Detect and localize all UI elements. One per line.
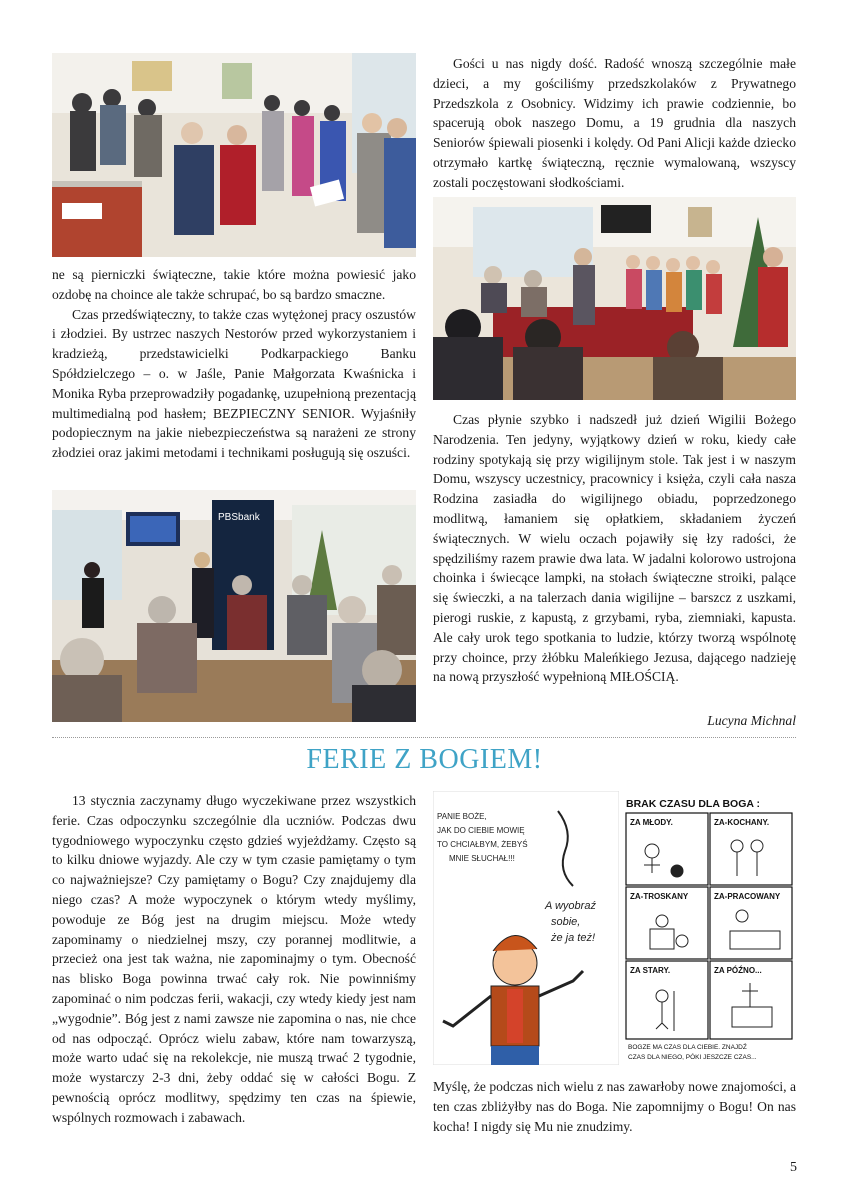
paragraph: Czas przedświąteczny, to także czas wytężonej pracy oszustów i złodziei. By ustrzec naszych Nestorów przed wykorzystaniem i kradzieżą, przedstawicielki Podkarpackiego Banku Spółdzielczego – o. w Jaśle, Panie Małgorzata Kwaśnicka i Monika Ryba przeprowadziły pogadankę, uzupełnioną prezentacją multimedialną pod hasłem; BEZPIECZNY SENIOR. Wyjaśniły podopiecznym na jakie niebezpieczeństwa są narażeni ze strony złodziei oraz jakimi metodami i technikami posługują się oszuści. — [52, 306, 416, 461]
paragraph: Myślę, że podczas nich wielu z nas zawarłoby nowe znajomości, a ten czas zbliżyłby nas do Boga. Nie zapomnijmy o Bogu! On nas kocha! I nigdy się Mu nie znudzimy. — [433, 1079, 796, 1134]
speech-line: JAK DO CIEBIE MOWIĘ — [437, 826, 525, 835]
panel-label: ZA MŁODY. — [630, 818, 673, 827]
photo-seniors-group — [52, 53, 416, 257]
panel-label: ZA PÓŹNO... — [714, 966, 762, 975]
speech-line: MNIE SŁUCHAŁ!!! — [449, 854, 515, 863]
article2-title: FERIE Z BOGIEM! — [306, 744, 543, 775]
paragraph: Gości u nas nigdy dość. Radość wnoszą szczególnie małe dzieci, a my gościliśmy przedszkolaków z Prywatnego Przedszkola z Osobnicy. Widzimy ich prawie codziennie, bo spacerują obok naszego Domu, a 19 grudnia dla naszych Seniorów śpiewali piosenki i kolędy. Od Pani Alicji każde dziecko otrzymało kartkę świąteczną, ręcznie wymalowaną, wszyscy zostali poczęstowani słodkościami. — [433, 56, 796, 190]
cartoon-boy-prayer — [433, 791, 619, 1065]
bank-logo-text: PBSbank — [218, 512, 260, 523]
panel-label: ZA-PRACOWANY — [714, 892, 781, 901]
paragraph: 13 stycznia zaczynamy długo wyczekiwane przez wszystkich ferie. Czas odpoczynku szczególnie dla uczniów. Podczas dwu tygodniowego wypoczynku często gdzieś wyjeżdżamy. Często są to kilku dniowe wyjazdy. Ale czy w tym czasie pamiętamy o tym co najważniejsze? Czy pamiętamy o Bogu? Czy znajdujemy dla niego czas? A może wypoczynek o którym wtedy myślimy, powoduje ze Bóg jest na drugim miejscu. Może wtedy zapominamy o niedzielnej mszy, czy porannej modlitwie, a przecież ona jest tak ważna, nie zapominajmy o tym. Obecność nas blisko Boga powinna trwać cały rok. Nie powinniśmy zapominać o nim podczas ferii, wakacji, czy wtedy kiedy jest nam „wygodnie”. Bóg jest z nami zawsze nie zapomina o nas, nie chce od nas odpocząć. Oprócz wielu zabaw, które nam towarzyszą, może warto udać się na rekolekcje, nie muszą trwać 2 tygodnie, może wystarczy 2-3 dni, żeby oddać się w całości Bogu. Z pewnością oprócz modlitwy, spędzimy ten czas na śpiewie, wspólnych rozmowach i zabawach. — [52, 793, 416, 1125]
reply-line: sobie, — [551, 916, 581, 928]
photo-bank-presentation — [52, 490, 416, 722]
photo-preschool-visit — [433, 197, 796, 400]
reply-line: że ja też! — [551, 932, 596, 944]
cartoon-title: BRAK CZASU DLA BOGA : — [626, 798, 760, 810]
speech-line: PANIE BOŻE, — [437, 812, 487, 821]
cartoon-caption: CZAS DLA NIEGO, PÓKI JESZCZE CZAS... — [628, 1054, 757, 1061]
cartoon-caption: BOGZE MA CZAS DLA CIEBIE. ZNAJDŹ — [628, 1044, 747, 1051]
article1-col2-text-top — [433, 54, 796, 193]
cartoon-no-time-for-god — [622, 791, 796, 1065]
paragraph: Czas płynie szybko i nadszedł już dzień Wigilii Bożego Narodzenia. Ten jedyny, wyjątkowy dzień w roku, kiedy całe rodziny spotykają się przy wigilijnym stole. Tak jest i w naszym Domu, wszyscy uczestnicy, pracownicy i księża, czyli cała nasza Rodzina zasiadła do wigilijnego obiadu, poprzedzonego modlitwą, łamaniem się opłatkiem, składaniem życzeń świątecznych. W wielu oczach pojawiły się łzy radości, że spędziliśmy razem prawie dwa lata. W jadalni kolorowo ustrojona choinka i świecące lampki, na stołach świąteczne stroiki, palące się świeczki, a na talerzach dania wigilijne – barszcz z uszkami, pierogi ruskie, z kapustą, z grzybami, ryba, ziemniaki, kapusta. Ale cały urok tego spotkania to ludzie, którzy tworzą wspólnotę przy choince, przy żłóbku Maleńkiego Jezusa, dającego nadzieję na nową przyszłość wypełnioną MIŁOŚCIĄ. — [433, 412, 796, 685]
paragraph: ne są pierniczki świąteczne, takie które można powiesić jako ozdobę na choince ale także schrupać, bo są bardzo smaczne. — [52, 267, 416, 302]
panel-label: ZA STARY. — [630, 966, 671, 975]
article1-col2-text-bottom — [433, 410, 796, 687]
panel-label: ZA-TROSKANY — [630, 892, 689, 901]
panel-label: ZA-KOCHANY. — [714, 818, 770, 827]
author-signature: Lucyna Michnal — [707, 713, 796, 728]
speech-line: TO CHCIAŁBYM, ŻEBYŚ — [437, 840, 528, 849]
section-divider — [52, 737, 796, 738]
article2-col1-text — [52, 791, 416, 1128]
page-number: 5 — [790, 1160, 797, 1175]
article1-col1-text — [52, 265, 416, 463]
reply-line: A wyobraź — [545, 900, 596, 912]
article2-col2-text — [433, 1077, 796, 1136]
